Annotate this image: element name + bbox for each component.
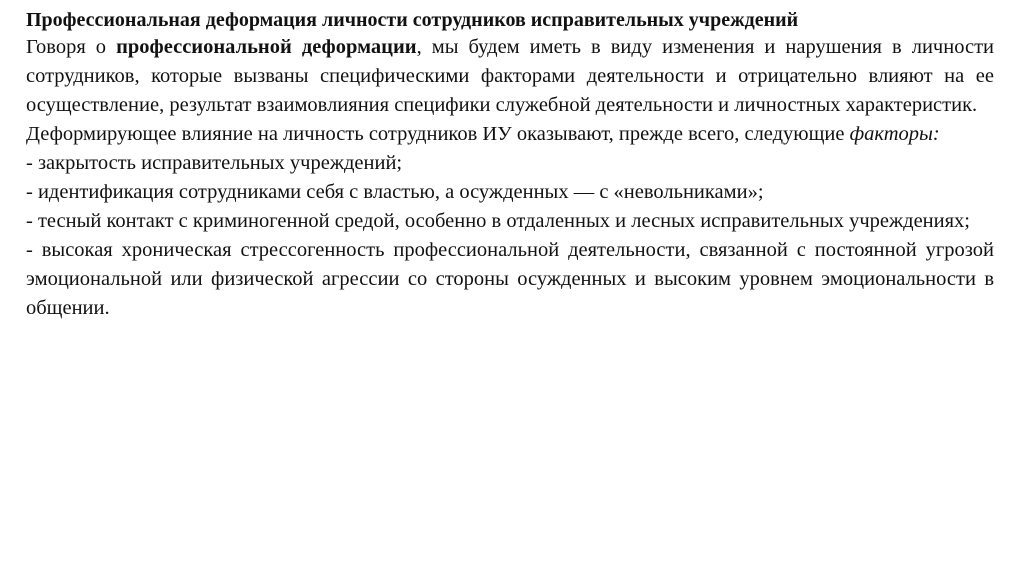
slide-content bbox=[26, 8, 994, 323]
factor-item-2: - идентификация сотрудниками себя с властью, а осужденных — с «невольниками»; bbox=[26, 181, 764, 203]
page-title: Профессиональная деформация личности сотрудников исправительных учреждений bbox=[26, 9, 799, 31]
factor-item-1: - закрытость исправительных учреждений; bbox=[26, 152, 403, 174]
factors-intro-paragraph bbox=[26, 120, 994, 149]
intro-rest: , мы будем иметь в виду изменения и нарушения в личности сотрудников, которые вызваны специфическими факторами деятельности и отрицательно влияют на ее осуществление, результат взаимовлияния специфики служебной деятельности и личностных характеристик. bbox=[26, 36, 994, 116]
factor-item-4: - высокая хроническая стрессогенность профессиональной деятельности, связанной с постоянной угрозой эмоциональной или физической агрессии со стороны осужденных и высоким уровнем эмоциональности в общении. bbox=[26, 239, 994, 319]
intro-bold-term: профессиональной деформации bbox=[116, 36, 417, 58]
intro-paragraph bbox=[26, 33, 994, 120]
factors-intro-italic: факторы: bbox=[849, 123, 940, 145]
intro-lead: Говоря о bbox=[26, 36, 117, 58]
factors-intro-lead: Деформирующее влияние на личность сотрудников ИУ оказывают, прежде всего, следующие bbox=[26, 123, 850, 145]
factor-item-3: - тесный контакт с криминогенной средой, особенно в отдаленных и лесных исправительных учреждениях; bbox=[26, 210, 971, 232]
